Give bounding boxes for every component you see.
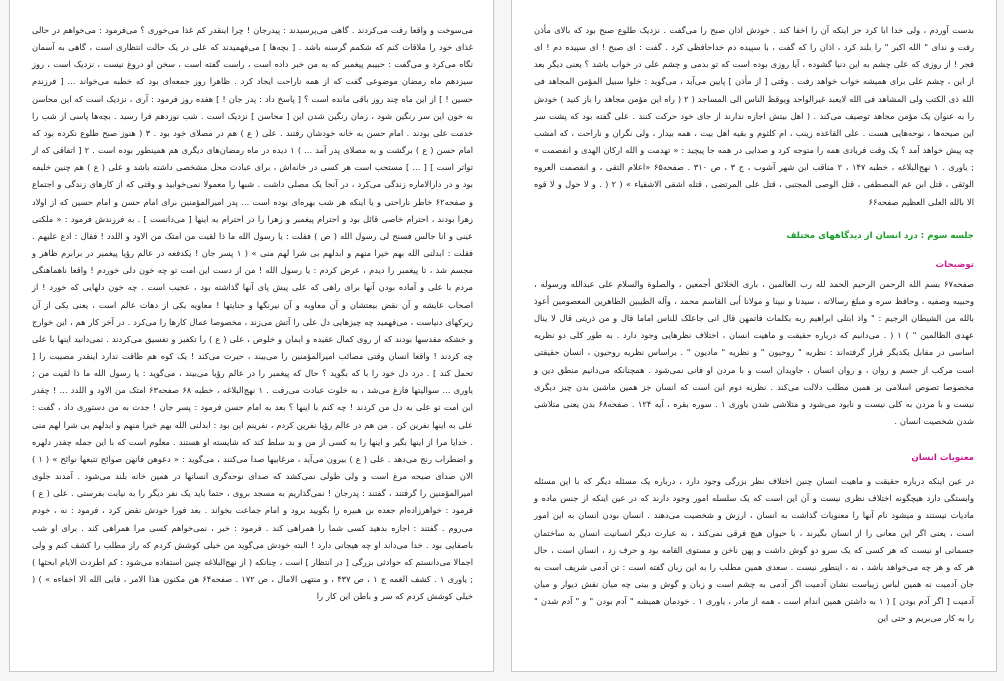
page-body-text-spirituality: در عین اینکه درباره حقیقت و ماهیت انسان چنین اختلاف نظر بزرگی وجود دارد ، درباره یک مسئله دیگر که با این مسئله وابستگی دارد هیچگونه اختلاف نظری نیست و آن این است که یک سلسله امور وجود دارند که در عین اینکه از جنس ماده و ماديات نيستند و میشود نام آنها را معنویات گذاشت به انسان ، ارزش و شخصیت می‌دهند . انسان بودن انسان به این امور است ، یعنی اگر این معانی را از انسان بگیرند ، با حیوان هیچ فرقی نمی‌کند ، به عبارت دیگر انسانیت انسان به ساختمان جسمانی او نیست که هر کسی که یک سرو دو گوش داشت و پهن ناخن و مستوی القامه بود و حرف زد ، انسان است ، حال هر که و هر چه می‌خواهد باشد ، نه ، اینطور نیست . سعدی همین مطلب را به این زبان گفته است : تن آدمی شریف است به جان آدمیت نه همین لباس زیباست نشان آدمیت اگر آدمی به چشم است و زبان و گوش و بینی چه میان نقش دیوار و میان آدمیت [ اگر آدم بودن ] ( ۱ به داشتن همین اندام است ، همه از مادر ، یاوری ۱ . خودمان همیشه " آدم بودن " و " آدم شدن " را به کار می‌بریم و حتی این xyxy=(534,476,974,624)
page-body-text: می‌سوخت و واقعا رفت می‌کردند . گاهی می‌پرسیدند : پیدرجان ! چرا اینقدر کم غذا می‌خوری ؟ می‌فرمود : می‌خواهم در حالی غذای خود را ملاقات کنم که شکمم گرسنه باشد . [ بچه‌ها ] می‌فهمیدند که علی در یک حالت انتظاری است ، گاهی به آسمان نگاه می‌کرد و می‌گفت : حبیبم پیغمبر که به من خبر داده است ، راست گفته است ، سخن او دروغ نیست ، نزدیک است ، روز سیزدهم ماه رمضان موضوعی گفت که از همه ناراحت ایجاد کرد . ظاهرا روز جمعه‌ای بود که خطبه می‌خواند ... [ فرزندم حسین ! ] از این ماه چند روز باقی مانده است ؟ [ پاسخ داد : پدر جان ! ] هفده روز فرمود : آری ، نزدیک است که این محاسن به خون این سر رنگین شود ، زمان رنگین شدن این [ محاسن ] نزدیک است . شب نوزدهم فرا رسید . بچه‌ها پاسی از شب را خدمت علی بودند . امام حسن به خانه خودشان رفتند . علی ( ع ) هم در مصلای خود بود . ۳ ( هنوز صبح طلوع نکرده بود که امام حسن ( ع ) برگشت و به مصلای پدر آمد ... ) ۱ دیده در ماه رمضان‌های دیگری هم همینطور بوده است . ۲ [ اتفاقی که از تواتر است ] [ ... ] مستحب است هر کسی در خانه‌اش ، برای عبادت محل مشخصی داشته باشد و علی ( ع ) هم چنین خلیفه بود و در دارالاماره زندگی می‌کرد ، در آنجا یک مصلی داشت . شبها را معمولا نمی‌خوابید و وقتی که از کارهای زندگی و اجتماع و صفحه۶۲ خاطر ناراحتی و یا اینکه هر شب بهره‌ای بوده است ... پدر امیرالمؤمنین برای امام حسن و امام حسین که از اولاد زهرا بودند ، احترام خاصی قائل بود و احترام پیغمبر و زهرا را در احترام به اینها [ می‌دانست ] . به فرزندش فرمود : « ملکنی عینی و انا جالس فسنح لی رسول الله ( ص ) فقلت : یا رسول الله ما ذا لقیت من امتک من الاود و اللدد ! فقال : ادع علیهم . فقلت : ابدلنی الله بهم خیرا منهم و ابدلهم بی شرا لهم منی » ( ۱ پسر جان ! یکدفعه در عالم رؤیا پیغمبر در برابرم ظاهر و مجسم شد ، تا پیغمبر را دیدم ، عرض کردم : یا رسول الله ! من از دست این امت تو چه خون دلی خوردم ! واقعا ناهماهنگی مردم با علی و آماده بودن آنها برای راهی که علی پیش پای آنها گذاشته بود ، عجیب است . چه خون دلهایی که خورد ! از اصحاب عایشه و آن نقض بیعتشان و آن معاویه و آن نیرنگها و جنایتها ! معاویه یکی از دهات عالم است ، یعنی یکی از آن زیرکهای دنیاست ، می‌فهمید چه چیزهایی دل علی را آتش می‌زند ، مخصوصا عمال کارها را می‌کرد . در آخر کار هم ، این خوارج و خشکه مقدسها بودند که از روی کمال عقیده و ایمان و خلوص ، علی ( ع ) را تکفیر و تفسیق می‌کردند . تمی‌دانید اینها با علی چه کردند ! واقعا انسان وقتی مصائب امیرالمؤمنین را می‌بیند ، حیرت می‌کند ! یک کوه هم طاقت ندارد اینقدر مصیبت را [ تحمل کند ] . درد دل خود را با که بگوید ؟ حال که پیغمبر را در عالم رؤیا می‌بیند ، می‌گوید : یا رسول الله ما ذا لقیت من ; یاوری ... سوالیتها فارغ می‌شد ، به خلوت عبادت می‌رفت . ۱ نهج‌البلاغه ، خطبه ۶۸ صفحه۶۳ امتک من الاود و اللدد ... ! چقدر این امت تو علی به دل من کردند ! چه کنم با اینها ؟ بعد به امام حسن فرمود : پسر جان ! جدت به من دستوری داد ، گفت : علی به اینها نفرین کن . من هم در عالم رؤیا نفرین کردم ، نفرینم این بود : ابدلنی الله بهم خیرا منهم و ابدلهم بی شرا لهم منی . خدایا مرا از اینها بگیر و اینها را به کسی از من و بد سلط کند که شایسته او هستند . معلوم است که با این جمله چقدر دلهره و اضطراب رنج می‌دهد . علی ( ع ) بیرون می‌آید ، مرغابیها صدا می‌کنند ، می‌گوید : « دعوهن فانهن صوائح تتبعها نوائح » ( ۱ ) الان صدای صیحه مرغ است و ولی طولی نمی‌کشد که صدای نوحه‌گری انسانها در همین خانه بلند می‌شود . آمدند جلوی امیرالمؤمنین را گرفتند ، گفتند : پدرجان ! نمی‌گذاریم به مسجد بروی ، حتما باید یک نفر دیگر را به نیابت بفرستی . علی ( ع ) فرمود : خواهرزاده‌ام جعده بن هبیره را بگویید برود و امام جماعت بخواند . بعد فورا خودش نقض کرد ، فرمود : نه ، خودم می‌روم . گفتند : اجازه بدهید کسی شما را همراهی کند . فرمود : خیر ، نمی‌خواهم کسی مرا همراهی کند . برای او شب باصفایی بود . خدا می‌داند او چه هیجانی دارد ! البته خودش می‌گوید من خیلی کوشش کردم که راز مطلب را کشف کنم و ولی اجمالا می‌دانستم که حوادثی بزرگی [ در انتظار ] است ، چنانکه ( از نهج‌البلاغه چنین استفاده می‌شود : کم اطردت الایام ابحثها ) ; یاوری ۱ . کشف الغمه ج ۱ ، ص ۴۳۷ ، و منتهی الامال ، ص ۱۷۲ . صفحه۶۴ هن مکنون هذا الامر ، فابی الله الا اخفاءه » ) ( خیلی کوشش کردم که سر و باطن این کار را xyxy=(32,25,474,602)
page-body-text-explanations: صفحه۶۷ بسم الله الرحمن الرحیم الحمد لله رب العالمین ، باری الخلائق أجمعین ، والصلوة والسلام علی عبدالله ورسوله ، وحبیبه وصفیه ، وحافظ سره و مبلغ رسالاته ، سیدنا و نبینا و مولانا أبی القاسم محمد ، وآله الطیبین الطاهرین المعصومین أعوذ بالله من الشیطان الرجیم : " واذ ابتلی ابراهیم ربه بکلمات فاتمهن قال انی جاعلک للناس اماما قال و من ذریتی قال لا ینال عهدی الظالمین " ) ۱ ( . می‌دانیم که درباره حقیقت و ماهیت انسان ، اختلاف نظرهایی وجود دارد . به طور کلی دو نظریه اساسی در مقابل یکدیگر قرار گرفته‌اند : نظریه " روحیون " و نظریه " مادیون " . براساس نظریه روحیون ، انسان حقیقتی است مرکب از جسم و روان ، و روان انسان ، جاویدان است و با مردن او فانی نمی‌شود . همچنانکه می‌دانیم منطق دین و مخصوصا تصوص اسلامی بر همین مطلب دلالت می‌کند . نظریه دوم این است که انسان جز همین ماشین بدن چیز دیگری نیست و با مردن به کلی نیست و نابود می‌شود و متلاشی شدن یاوری ۱ . سوره بقره ، آیه ۱۲۴ . صفحه۶۸ بدن یعنی متلاشی شدن شخصیت انسان . xyxy=(534,278,975,426)
session-heading: جلسه سوم : درد انسان از دیدگاههای مختلف xyxy=(786,230,974,241)
section-heading-spirituality: معنویات انسان xyxy=(911,453,974,464)
document-page-left xyxy=(9,0,494,672)
section-heading-explanations: توضیحات xyxy=(935,259,974,270)
page-body-text-intro: بدست آوردم ، ولی خدا ابا کرد جز اینکه آن را اخفا کند . خودش اذان صبح را می‌گفت . نزدیک طلوع صبح بود که بالای مأذن رفت و ندای " الله اکبر " را بلند کرد ، اذان را که گفت ، با سپیده دم خداحافظی کرد . گفت : ای صبح ! ای سپیده دم ! ای فجر ! از روزی که علی چشم به این دنیا گشوده ، آیا روزی بوده است که تو بدمی و چشم علی در خواب باشد ؟ یعنی دیگر بعد از این ، چشم علی برای همیشه خواب خواهد رفت . وقتی [ از مأذن ] پایین می‌آید ، می‌گوید : خلوا سبیل المؤمن المجاهد فی الله ذی الکتب ولی المشاهد فی الله لایعبد غیرالواحد ویوقظ الناس الی المساجد ( ۲ ( راه این مؤمن مجاهد را باز کنید ) خودش را به عنوان یک مؤمن مجاهد توصیف می‌کند . ( اهل بیتش اجازه ندارند از جای خود حرکت کنند . علی گفته بود که پشت سر این صیحه‌ها ، نوحه‌هایی هست . علی القاعده زینب ، ام کلثوم و بقیه اهل بیت ، همه بیدار ، ولی نگران و ناراحت ، که امشب چه پیش خواهد آمد ؟ یک وقت فریادی همه را متوجه کرد و صدایی در همه جا پیچید : « تهدمت و الله ارکان الهدی و انفصمت » ; یاوری . ۱ نهج‌البلاغه ، خطبه ۱۴۷ ، ۲ مناقب ابن شهر آشوب ، ج ۳ ، ص ۳۱۰ . صفحه۶۵ «اعلام التقی ، و انفصمت العروه الوثقی ، قتل ابن عم المصطفی ، قتل الوصی المجتبی ، قتل علی المرتضی ، قتله اشقی الاشقیاء » ( ۲ ( . و لا حول و لا قوه الا بالله العلی العظیم صفحه۶۶ xyxy=(534,25,974,207)
document-page-right xyxy=(511,0,997,672)
